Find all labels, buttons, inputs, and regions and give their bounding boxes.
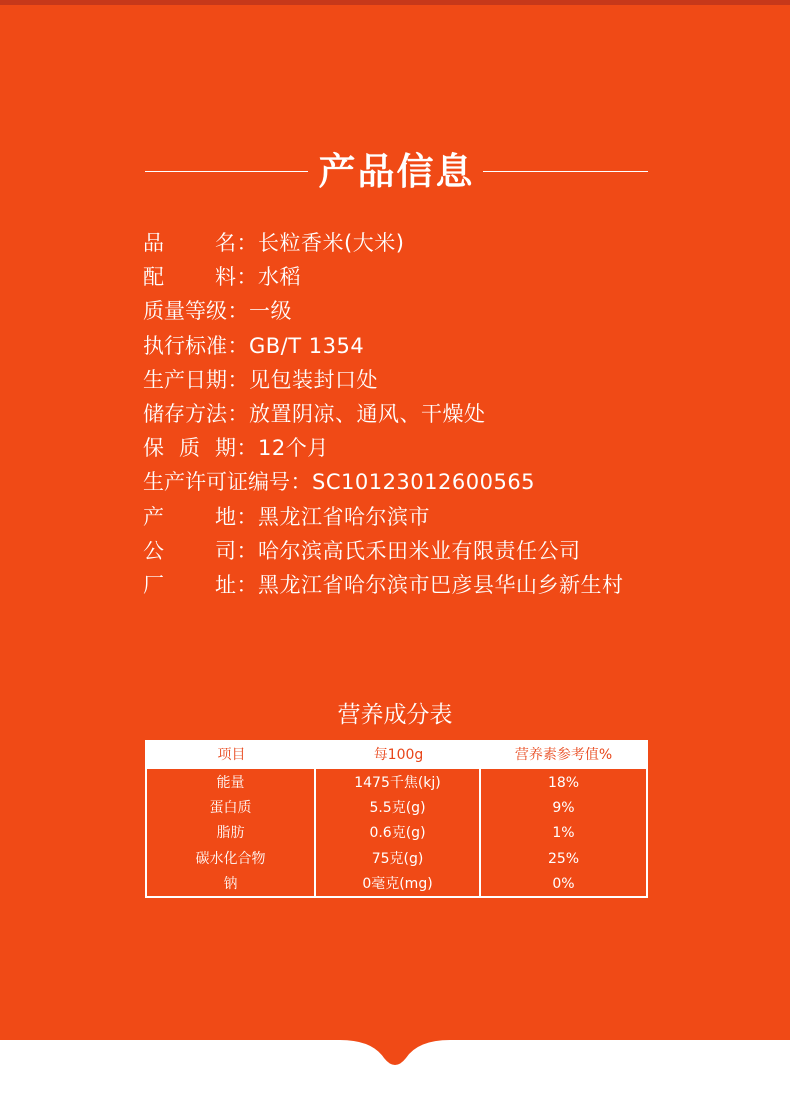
table-cell: 1475千焦(kj) bbox=[354, 775, 441, 791]
info-label-char: 料 bbox=[215, 265, 236, 290]
info-label-char: 保 bbox=[143, 436, 164, 461]
table-cell: 蛋白质 bbox=[209, 800, 252, 817]
nutrition-table-header bbox=[147, 742, 646, 769]
table-cell: 脂肪 bbox=[216, 825, 245, 842]
info-label-char: 品 bbox=[143, 231, 164, 255]
header-nrv: 营养素参考值% bbox=[514, 747, 613, 763]
page-title: 产品信息 bbox=[318, 150, 475, 193]
info-label-text: 执行标准 bbox=[143, 333, 227, 358]
table-cell: 能量 bbox=[216, 775, 245, 791]
info-label-text: 生产许可证编号 bbox=[143, 470, 290, 495]
info-row bbox=[143, 465, 703, 499]
info-row bbox=[143, 397, 703, 431]
info-value: SC10123012600565 bbox=[312, 470, 536, 495]
info-colon: ： bbox=[227, 401, 249, 426]
info-colon: ： bbox=[227, 333, 249, 358]
info-label-char: 产 bbox=[143, 504, 164, 529]
nutrition-column-nrv bbox=[481, 769, 646, 896]
info-label bbox=[143, 431, 236, 465]
info-value: 哈尔滨高氏禾田米业有限责任公司 bbox=[258, 538, 581, 563]
info-value: 长粒香米(大米) bbox=[258, 231, 405, 255]
info-label-char: 地 bbox=[215, 504, 236, 529]
info-value: 黑龙江省哈尔滨市 bbox=[258, 504, 430, 529]
info-label-char: 质 bbox=[179, 436, 200, 461]
table-cell: 0% bbox=[552, 875, 575, 892]
info-label-text: 生产日期 bbox=[143, 367, 227, 392]
info-label-char: 名 bbox=[215, 231, 236, 255]
product-info-list bbox=[143, 226, 703, 602]
table-cell: 9% bbox=[552, 800, 575, 817]
header-per-100g: 每100g bbox=[373, 747, 424, 763]
top-strip bbox=[0, 0, 790, 5]
table-cell: 1% bbox=[552, 825, 575, 842]
info-label-char: 址 bbox=[215, 572, 236, 597]
info-colon: ： bbox=[236, 265, 258, 290]
header-item: 项目 bbox=[217, 747, 246, 763]
nutrition-table bbox=[145, 740, 648, 898]
nutrition-column-per-100g bbox=[316, 769, 481, 896]
info-label-char: 厂 bbox=[143, 572, 164, 597]
info-value: 黑龙江省哈尔滨市巴彦县华山乡新生村 bbox=[258, 572, 624, 597]
info-row bbox=[143, 226, 703, 260]
info-colon: ： bbox=[227, 367, 249, 392]
info-colon: ： bbox=[236, 572, 258, 597]
info-label bbox=[143, 329, 227, 363]
info-label-char: 司 bbox=[215, 538, 236, 563]
info-value: 水稻 bbox=[258, 265, 301, 290]
info-label bbox=[143, 397, 227, 431]
info-value: 12个月 bbox=[258, 436, 329, 461]
info-row bbox=[143, 534, 703, 568]
table-cell: 25% bbox=[547, 850, 580, 867]
header-line-right bbox=[483, 171, 648, 172]
info-value: 放置阴凉、通风、干燥处 bbox=[249, 401, 486, 426]
info-label-char: 配 bbox=[143, 265, 164, 290]
nutrition-table-body bbox=[147, 769, 646, 896]
info-colon: ： bbox=[236, 538, 258, 563]
info-colon: ： bbox=[290, 470, 312, 495]
info-row bbox=[143, 568, 703, 602]
table-cell: 钠 bbox=[223, 875, 238, 892]
info-value: 一级 bbox=[249, 299, 292, 324]
table-cell: 0.6克(g) bbox=[369, 825, 426, 842]
info-colon: ： bbox=[227, 299, 249, 324]
info-row bbox=[143, 260, 703, 294]
info-label bbox=[143, 500, 236, 534]
info-row bbox=[143, 329, 703, 363]
nutrition-column-item bbox=[147, 769, 316, 896]
info-label bbox=[143, 363, 227, 397]
info-label bbox=[143, 465, 290, 499]
info-row bbox=[143, 294, 703, 328]
section-header bbox=[145, 146, 648, 198]
info-colon: ： bbox=[236, 436, 258, 461]
info-value: GB/T 1354 bbox=[249, 333, 365, 358]
info-label-char: 公 bbox=[143, 538, 164, 563]
info-value: 见包装封口处 bbox=[249, 367, 378, 392]
info-colon: ： bbox=[236, 231, 258, 255]
info-row bbox=[143, 431, 703, 465]
info-row bbox=[143, 500, 703, 534]
info-label bbox=[143, 226, 236, 260]
info-label-char: 期 bbox=[215, 436, 236, 461]
info-label bbox=[143, 568, 236, 602]
nutrition-title: 营养成分表 bbox=[337, 702, 453, 728]
info-label bbox=[143, 534, 236, 568]
info-label bbox=[143, 260, 236, 294]
table-cell: 18% bbox=[547, 775, 580, 791]
info-label-text: 储存方法 bbox=[143, 401, 227, 426]
table-cell: 0毫克(mg) bbox=[362, 875, 433, 892]
info-row bbox=[143, 363, 703, 397]
info-colon: ： bbox=[236, 504, 258, 529]
info-label bbox=[143, 294, 227, 328]
table-cell: 碳水化合物 bbox=[195, 850, 266, 867]
table-cell: 5.5克(g) bbox=[369, 800, 426, 817]
table-cell: 75克(g) bbox=[371, 850, 424, 867]
info-label-text: 质量等级 bbox=[143, 299, 227, 324]
bottom-notch bbox=[0, 1036, 790, 1076]
